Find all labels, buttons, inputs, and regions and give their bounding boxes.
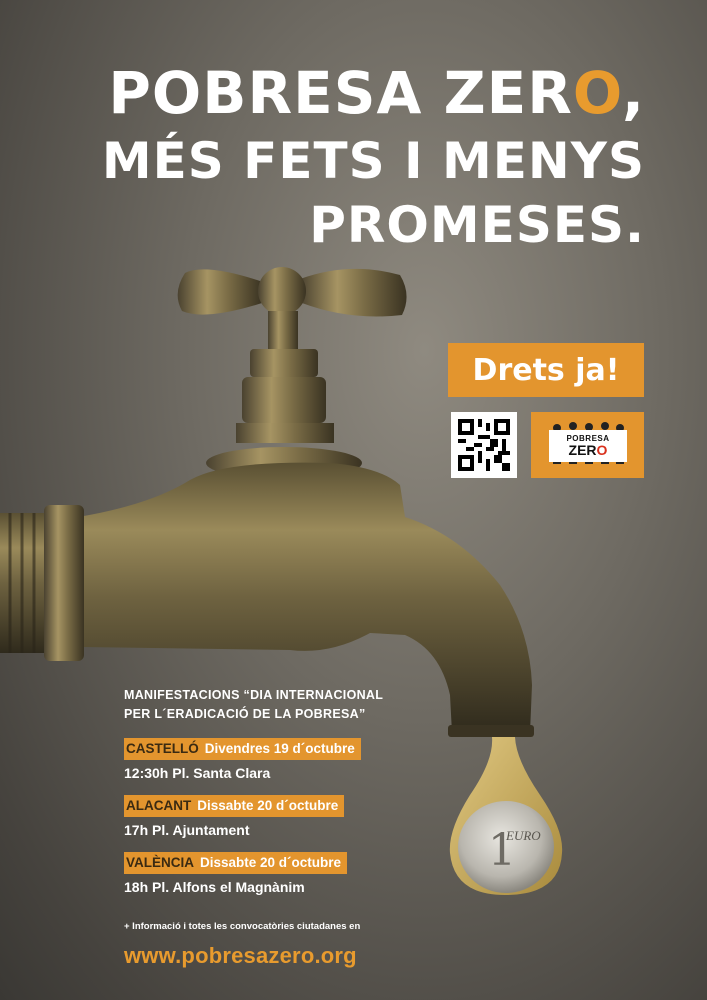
qr-code-icon [458, 419, 510, 471]
pobresa-zero-logo [531, 412, 644, 478]
qr-code[interactable] [451, 412, 517, 478]
headline-line-3: PROMESES. [309, 196, 645, 254]
intro-text: MANIFESTACIONS “DIA INTERNACIONAL PER L´ERADICACIÓ DE LA POBRESA” [124, 688, 384, 721]
website-link[interactable]: www.pobresazero.org [124, 943, 357, 968]
event-place: 17h Pl. Ajuntament [124, 822, 250, 838]
event-bar: ALACANT Dissabte 20 d´octubre [124, 795, 344, 817]
logo-banner: POBRESA ZERO [549, 430, 627, 462]
more-info-text: + Informació i totes les convocatòries ciutadanes en [124, 921, 361, 932]
headline-line-2: MÉS FETS I MENYS [101, 132, 645, 190]
event-castello [124, 738, 424, 781]
event-valencia [124, 852, 424, 895]
event-info [124, 686, 424, 969]
event-alacant [124, 795, 424, 838]
event-bar: VALÈNCIA Dissabte 20 d´octubre [124, 852, 347, 874]
coin-value: 1 [488, 825, 516, 876]
event-place: 12:30h Pl. Santa Clara [124, 765, 271, 781]
event-bar: CASTELLÓ Divendres 19 d´octubre [124, 738, 361, 760]
coin-text: EURO [506, 828, 541, 843]
event-place: 18h Pl. Alfons el Magnànim [124, 879, 305, 895]
headline-line-1: POBRESA ZERO, [108, 59, 645, 127]
headline [101, 59, 645, 254]
drets-ja-banner: Drets ja! [448, 343, 644, 397]
